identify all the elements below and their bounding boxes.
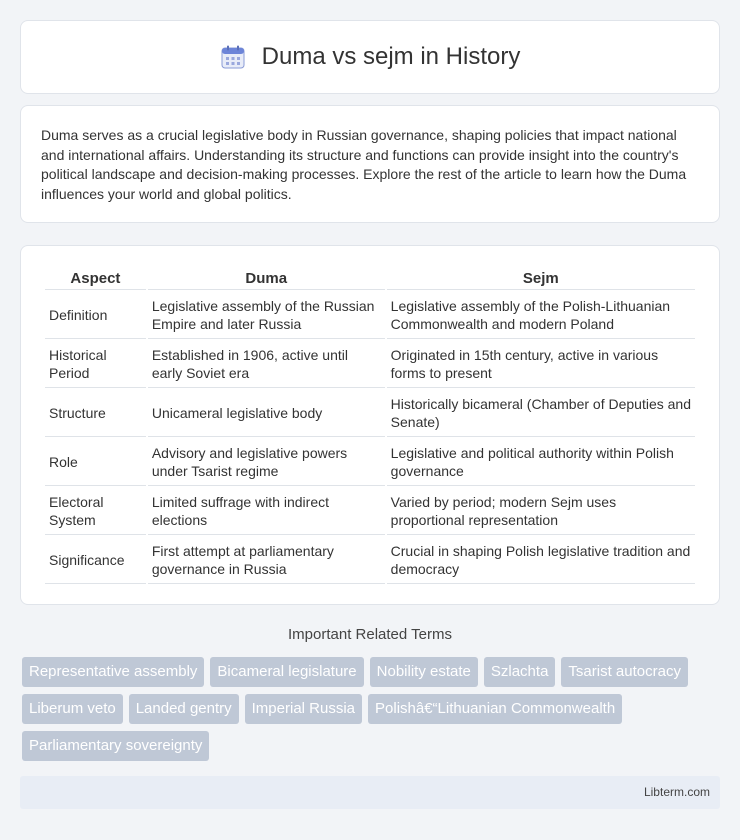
page-title: Duma vs sejm in History <box>261 43 521 70</box>
related-term-tag[interactable]: Polishâ€“Lithuanian Commonwealth <box>368 694 622 724</box>
sejm-cell: Varied by period; modern Sejm uses proportional representation <box>387 488 695 535</box>
table-row <box>45 537 695 584</box>
related-term-tag[interactable]: Landed gentry <box>129 694 239 724</box>
aspect-cell: Structure <box>45 390 146 437</box>
related-term-tag[interactable]: Representative assembly <box>22 657 204 687</box>
related-term-tag[interactable]: Liberum veto <box>22 694 123 724</box>
intro-card <box>20 105 720 223</box>
calendar-icon <box>220 44 246 70</box>
related-term-tag[interactable]: Nobility estate <box>370 657 478 687</box>
duma-cell: Established in 1906, active until early Soviet era <box>148 341 385 388</box>
aspect-cell: Role <box>45 439 146 486</box>
aspect-cell: Definition <box>45 292 146 339</box>
table-row <box>45 292 695 339</box>
related-term-tag[interactable]: Szlachta <box>484 657 556 687</box>
related-term-tag[interactable]: Imperial Russia <box>245 694 362 724</box>
table-row <box>45 488 695 535</box>
comparison-table <box>43 266 697 586</box>
sejm-cell: Originated in 15th century, active in various forms to present <box>387 341 695 388</box>
column-header-aspect: Aspect <box>45 268 146 290</box>
table-row <box>45 341 695 388</box>
related-term-tag[interactable]: Bicameral legislature <box>210 657 363 687</box>
related-term-tag[interactable]: Tsarist autocracy <box>561 657 688 687</box>
aspect-cell: Historical Period <box>45 341 146 388</box>
duma-cell: Advisory and legislative powers under Tsarist regime <box>148 439 385 486</box>
intro-text: Duma serves as a crucial legislative body in Russian governance, shaping policies that impact national and international affairs. Understanding its structure and functions can provide insight into the country's political landscape and decision-making processes. Explore the rest of the article to learn how the Duma influences your world and global politics. <box>41 127 687 202</box>
footer-site-link[interactable]: Libterm.com <box>643 785 710 799</box>
column-header-sejm: Sejm <box>387 268 695 290</box>
footer <box>20 776 720 809</box>
sejm-cell: Historically bicameral (Chamber of Deputies and Senate) <box>387 390 695 437</box>
duma-cell: Limited suffrage with indirect elections <box>148 488 385 535</box>
header-card <box>20 20 720 94</box>
column-header-duma: Duma <box>148 268 385 290</box>
sejm-cell: Legislative assembly of the Polish-Lithuanian Commonwealth and modern Poland <box>387 292 695 339</box>
related-terms-list <box>22 657 722 761</box>
sejm-cell: Crucial in shaping Polish legislative tradition and democracy <box>387 537 695 584</box>
table-row <box>45 390 695 437</box>
aspect-cell: Electoral System <box>45 488 146 535</box>
duma-cell: Legislative assembly of the Russian Empire and later Russia <box>148 292 385 339</box>
duma-cell: First attempt at parliamentary governance in Russia <box>148 537 385 584</box>
related-term-tag[interactable]: Parliamentary sovereignty <box>22 731 209 761</box>
table-row <box>45 439 695 486</box>
duma-cell: Unicameral legislative body <box>148 390 385 437</box>
table-header-row <box>45 268 695 290</box>
sejm-cell: Legislative and political authority within Polish governance <box>387 439 695 486</box>
related-terms-title: Important Related Terms <box>288 626 452 643</box>
aspect-cell: Significance <box>45 537 146 584</box>
comparison-card <box>20 245 720 605</box>
